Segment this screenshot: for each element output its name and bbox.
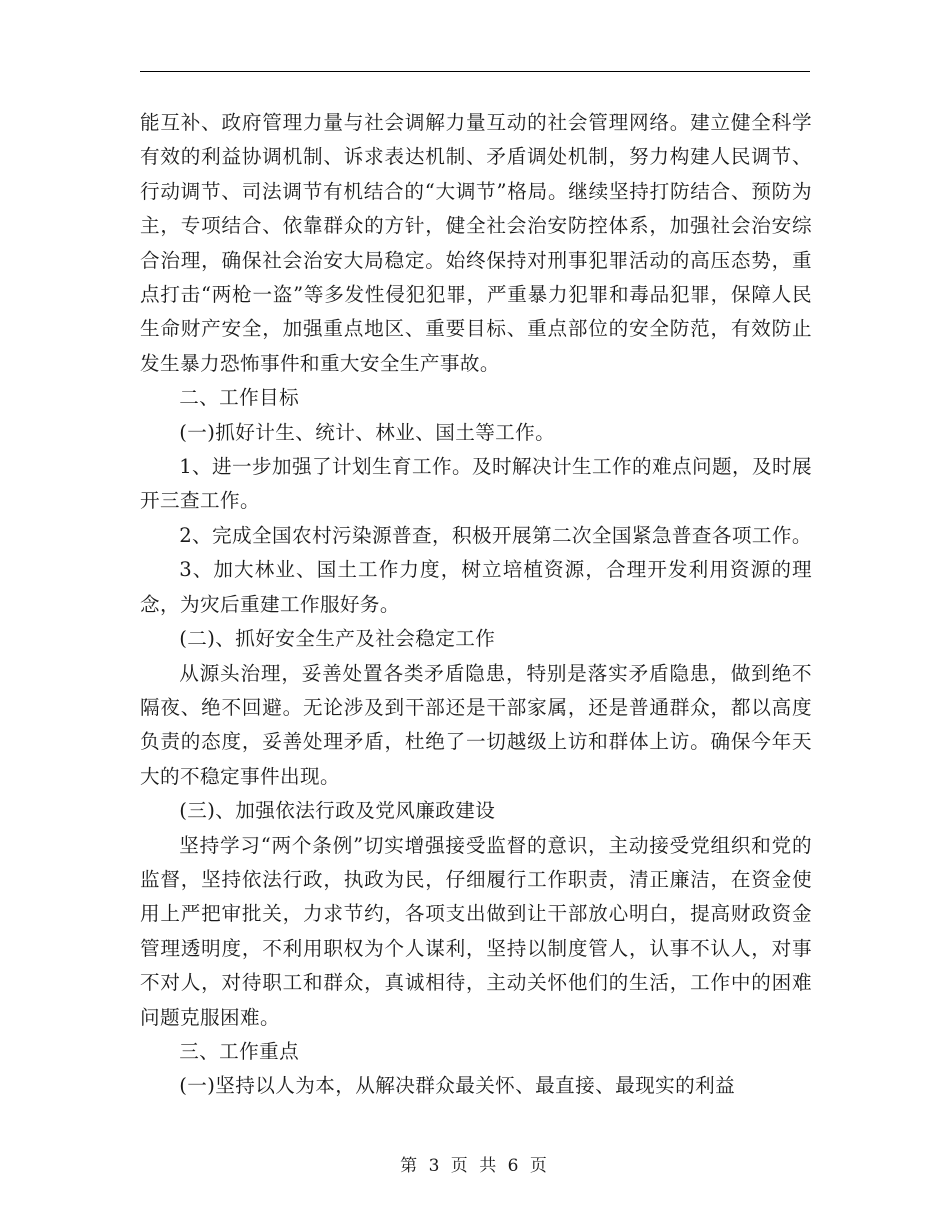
subheading-1: (一)抓好计生、统计、林业、国土等工作。 bbox=[179, 420, 556, 444]
subheading-3: (三)、加强依法行政及党风廉政建设 bbox=[179, 799, 496, 823]
document-body bbox=[140, 106, 812, 1104]
header-rule bbox=[140, 71, 810, 72]
section-heading-goals: 二、工作目标 bbox=[179, 386, 300, 410]
subheading-2: (二)、抓好安全生产及社会稳定工作 bbox=[179, 627, 496, 651]
list-item-3: 3、加大林业、国土工作力度，树立培植资源，合理开发利用资源的理念，为灾后重建工作服好务。 bbox=[140, 558, 812, 616]
page-number-footer: 第 3 页 共 6 页 bbox=[400, 1156, 550, 1176]
list-item-2: 2、完成全国农村污染源普查，积极开展第二次全国紧急普查各项工作。 bbox=[179, 523, 812, 547]
paragraph-safety: 从源头治理，妥善处置各类矛盾隐患，特别是落实矛盾隐患，做到绝不隔夜、绝不回避。无论涉及到干部还是干部家属，还是普通群众，都以高度负责的态度，妥善处理矛盾，杜绝了一切越级上访和群体上访。确保今年天大的不稳定事件出现。 bbox=[140, 661, 812, 788]
paragraph-continuation: 能互补、政府管理力量与社会调解力量互动的社会管理网络。建立健全科学有效的利益协调机制、诉求表达机制、矛盾调处机制，努力构建人民调节、行动调节、司法调节有机结合的“大调节”格局。继续坚持打防结合、预防为主，专项结合、依靠群众的方针，健全社会治安防控体系，加强社会治安综合治理，确保社会治安大局稳定。始终保持对刑事犯罪活动的高压态势，重点打击“两枪一盗”等多发性侵犯犯罪，严重暴力犯罪和毒品犯罪，保障人民生命财产安全，加强重点地区、重要目标、重点部位的安全防范，有效防止发生暴力恐怖事件和重大安全生产事故。 bbox=[140, 111, 812, 375]
subheading-focus-1: (一)坚持以人为本，从解决群众最关怀、最直接、最现实的利益 bbox=[179, 1074, 736, 1098]
paragraph-integrity: 坚持学习“两个条例”切实增强接受监督的意识，主动接受党组织和党的监督，坚持依法行政，执政为民，仔细履行工作职责，清正廉洁，在资金使用上严把审批关，力求节约，各项支出做到让干部放心明白，提高财政资金管理透明度，不利用职权为个人谋利，坚持以制度管人，认事不认人，对事不对人，对待职工和群众，真诚相待，主动关怀他们的生活，工作中的困难问题克服困难。 bbox=[140, 833, 812, 1029]
section-heading-focus: 三、工作重点 bbox=[179, 1039, 300, 1063]
list-item-1: 1、进一步加强了计划生育工作。及时解决计生工作的难点问题，及时展开三查工作。 bbox=[140, 455, 812, 513]
